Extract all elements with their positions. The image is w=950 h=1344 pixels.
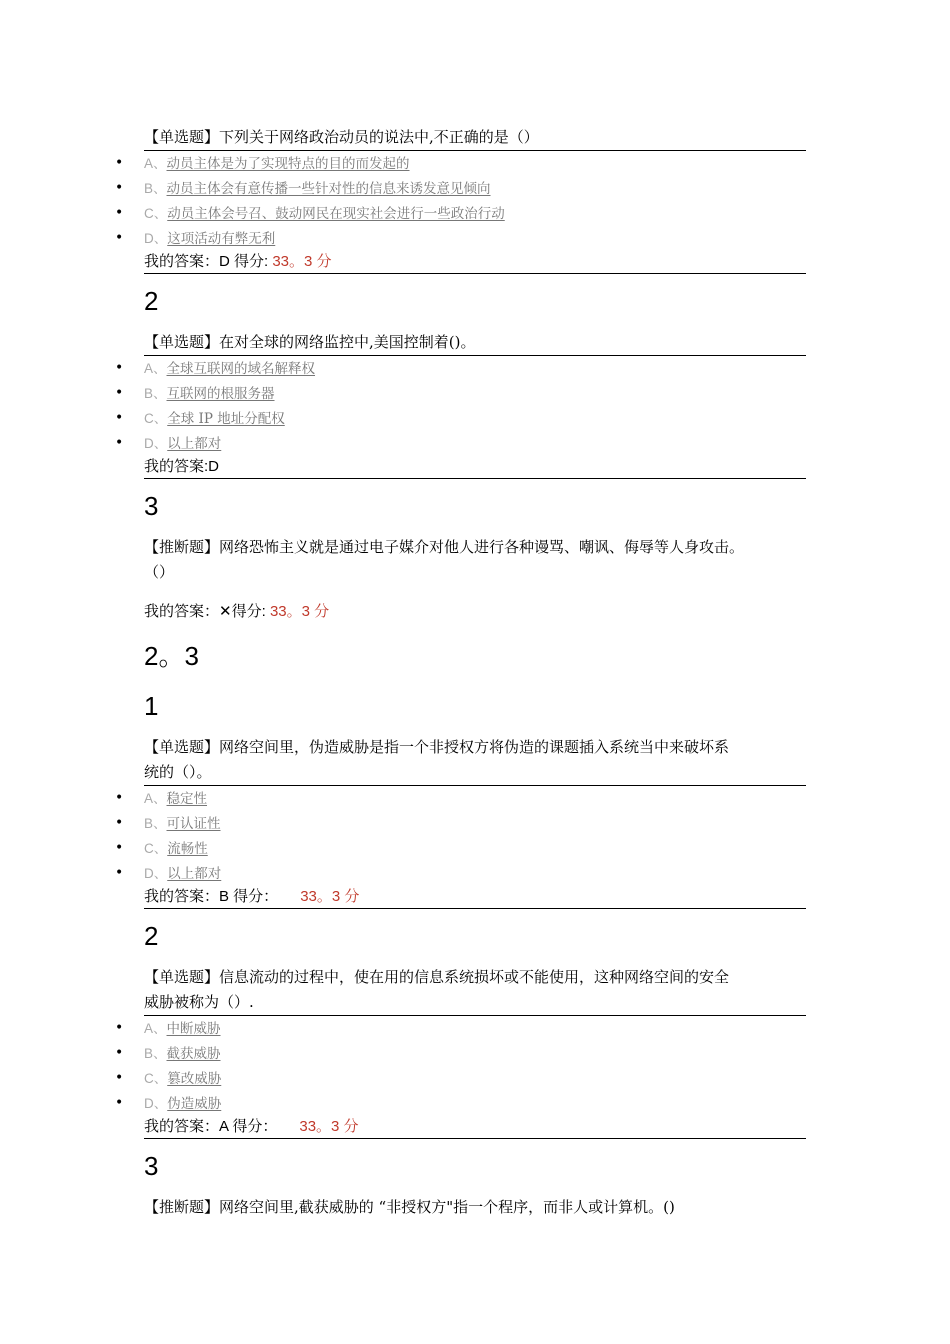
option-c[interactable] xyxy=(115,201,806,226)
option-a[interactable] xyxy=(115,356,806,381)
option-letter: D、 xyxy=(144,866,168,881)
question-text-line: 统的（）。 xyxy=(144,763,212,781)
answer-label: 我的答案：A 得分： xyxy=(144,1118,278,1135)
answer-score: 33。3 分 xyxy=(269,603,330,620)
question-text-line: 【推断题】网络恐怖主义就是通过电子媒介对他人进行各种谩骂、嘲讽、侮辱等人身攻击。 xyxy=(144,538,745,556)
question-text: 【单选题】下列关于网络政治动员的说法中,不正确的是（） xyxy=(144,125,806,151)
option-text[interactable]: 伪造威胁 xyxy=(167,1096,222,1112)
option-c[interactable] xyxy=(115,406,806,431)
option-letter: D、 xyxy=(144,231,168,246)
option-text[interactable]: 以上都对 xyxy=(167,866,222,882)
bullet-icon: • xyxy=(115,155,124,171)
option-letter: A、 xyxy=(144,156,167,171)
question-block xyxy=(144,1195,806,1220)
option-letter: D、 xyxy=(144,436,168,451)
option-d[interactable] xyxy=(115,861,806,886)
question-block xyxy=(115,735,806,909)
bullet-icon: • xyxy=(115,385,124,401)
answer-label: 我的答案：B 得分： xyxy=(144,888,279,905)
option-d[interactable] xyxy=(115,431,806,456)
option-c[interactable] xyxy=(115,1066,806,1091)
option-letter: B、 xyxy=(144,386,167,401)
question-text-line: 威胁被称为（）. xyxy=(144,993,254,1011)
bullet-icon: • xyxy=(115,1020,124,1036)
my-answer xyxy=(144,601,806,623)
bullet-icon: • xyxy=(115,1045,124,1061)
question-number: 3 xyxy=(144,491,159,521)
question-number: 2 xyxy=(144,921,159,951)
my-answer xyxy=(144,886,806,909)
bullet-icon: • xyxy=(115,1095,124,1111)
question-block xyxy=(144,535,806,623)
question-text xyxy=(144,735,806,786)
option-text[interactable]: 稳定性 xyxy=(166,791,208,807)
option-letter: B、 xyxy=(144,1046,167,1061)
option-letter: C、 xyxy=(144,841,168,856)
option-list xyxy=(115,151,806,251)
option-text[interactable]: 全球互联网的域名解释权 xyxy=(166,361,316,377)
bullet-icon: • xyxy=(115,230,124,246)
option-d[interactable] xyxy=(115,226,806,251)
option-text[interactable]: 互联网的根服务器 xyxy=(166,386,275,402)
option-text[interactable]: 流畅性 xyxy=(167,841,208,857)
bullet-icon: • xyxy=(115,790,124,806)
question-text xyxy=(144,535,806,585)
option-a[interactable] xyxy=(115,151,806,176)
question-text xyxy=(144,965,806,1016)
bullet-icon: • xyxy=(115,410,124,426)
option-list xyxy=(115,1016,806,1116)
option-letter: A、 xyxy=(144,1021,167,1036)
question-number: 2 xyxy=(144,286,159,316)
option-d[interactable] xyxy=(115,1091,806,1116)
section-title: 2。3 xyxy=(144,641,199,671)
option-b[interactable] xyxy=(115,381,806,406)
option-list xyxy=(115,356,806,456)
question-text: 【单选题】在对全球的网络监控中,美国控制着()。 xyxy=(144,330,806,356)
option-text[interactable]: 截获威胁 xyxy=(166,1046,221,1062)
bullet-icon: • xyxy=(115,180,124,196)
option-text[interactable]: 中断威胁 xyxy=(166,1021,221,1037)
bullet-icon: • xyxy=(115,1070,124,1086)
bullet-icon: • xyxy=(115,840,124,856)
wrong-mark-icon: ✕ xyxy=(219,603,232,620)
bullet-icon: • xyxy=(115,435,124,451)
option-text[interactable]: 篡改威胁 xyxy=(167,1071,222,1087)
answer-score: 33。3 分 xyxy=(299,1118,359,1135)
option-text[interactable]: 全球 IP 地址分配权 xyxy=(167,411,285,427)
question-number: 1 xyxy=(144,691,159,721)
question-block xyxy=(115,965,806,1139)
option-b[interactable] xyxy=(115,811,806,836)
question-text-line: 【单选题】网络空间里，伪造威胁是指一个非授权方将伪造的课题插入系统当中来破坏系 xyxy=(144,738,730,756)
question-text-line: （） xyxy=(144,563,175,581)
option-letter: D、 xyxy=(144,1096,168,1111)
option-letter: C、 xyxy=(144,1071,168,1086)
my-answer xyxy=(144,1116,806,1139)
option-letter: C、 xyxy=(144,206,168,221)
option-a[interactable] xyxy=(115,786,806,811)
question-block xyxy=(115,330,806,479)
option-text[interactable]: 以上都对 xyxy=(167,436,222,452)
option-list xyxy=(115,786,806,886)
question-block xyxy=(115,125,806,274)
option-c[interactable] xyxy=(115,836,806,861)
option-text[interactable]: 动员主体会有意传播一些针对性的信息来诱发意见倾向 xyxy=(166,181,491,197)
bullet-icon: • xyxy=(115,815,124,831)
answer-label: 我的答案:D xyxy=(144,458,220,475)
bullet-icon: • xyxy=(115,360,124,376)
option-letter: A、 xyxy=(144,361,167,376)
answer-score: 33。3 分 xyxy=(300,888,360,905)
option-text[interactable]: 动员主体是为了实现特点的目的而发起的 xyxy=(166,156,410,172)
option-text[interactable]: 这项活动有弊无利 xyxy=(167,231,276,247)
option-letter: A、 xyxy=(144,791,167,806)
option-text[interactable]: 动员主体会号召、鼓动网民在现实社会进行一些政治行动 xyxy=(167,206,505,222)
my-answer xyxy=(144,251,806,274)
option-a[interactable] xyxy=(115,1016,806,1041)
my-answer xyxy=(144,456,806,479)
bullet-icon: • xyxy=(115,205,124,221)
question-text: 【推断题】网络空间里,截获威胁的 “非授权方"指一个程序，而非人或计算机。() xyxy=(144,1198,675,1216)
option-letter: C、 xyxy=(144,411,168,426)
question-number: 3 xyxy=(144,1151,159,1181)
document-content xyxy=(115,125,806,1220)
option-letter: B、 xyxy=(144,816,167,831)
answer-label: 我的答案： xyxy=(144,603,220,620)
option-b[interactable] xyxy=(115,1041,806,1066)
answer-score: 33。3 分 xyxy=(272,253,332,270)
answer-score-label: 得分: xyxy=(231,603,270,620)
bullet-icon: • xyxy=(115,865,124,881)
question-text-line: 【单选题】信息流动的过程中，使在用的信息系统损坏或不能使用，这种网络空间的安全 xyxy=(144,968,730,986)
answer-label: 我的答案：D 得分: xyxy=(144,253,273,270)
option-text[interactable]: 可认证性 xyxy=(166,816,221,832)
option-b[interactable] xyxy=(115,176,806,201)
option-letter: B、 xyxy=(144,181,167,196)
